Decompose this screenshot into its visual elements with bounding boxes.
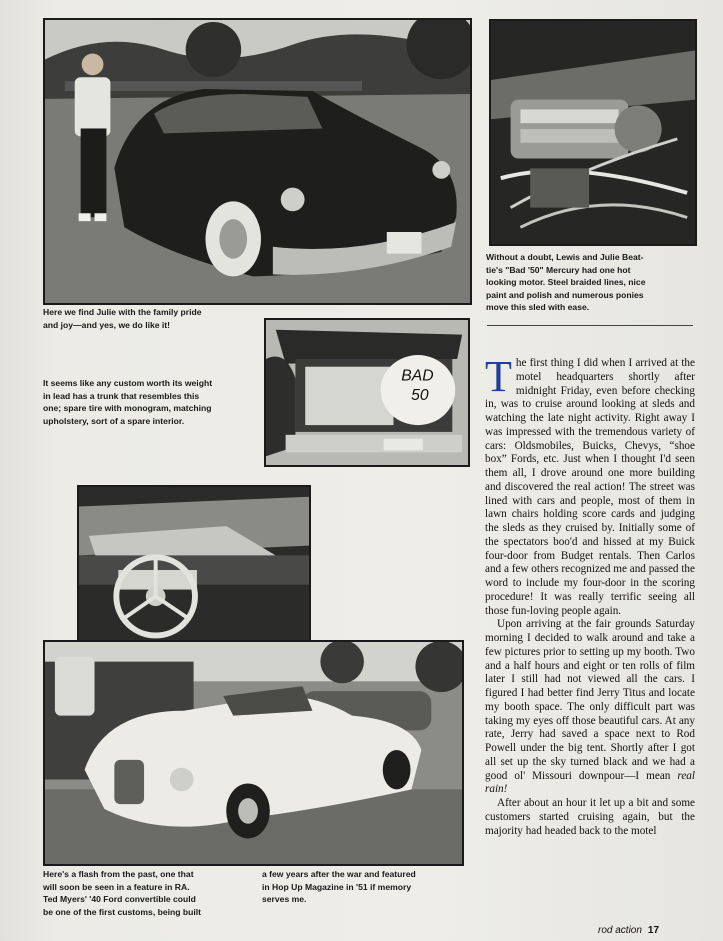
article-text: Upon arriving at the fair grounds Saturday morning I decided to walk around and take a few pictures prior to setting up my booth. Two and a half hours and eight or ten rolls of film later I still had not viewed all the cars. I figured I had better find Jerry Titus and locate my booth space. The only difficult part was taking my eyes off those beautiful cars. At any rate, Jerry had saved a space next to Rod Powell under the big tent. Shortly after I got all set up the sky turned black and we had a good ol' Missouri downpour—I mean: [485, 618, 695, 782]
caption-julie: [43, 306, 283, 331]
article-text: he first thing I did when I arrived at the motel headquarters shortly after midnight Friday, even before checking in, was to cruise around looking at sleds and watching the late night activity. Right away I was impressed with the tremendous variety of cars: Oldsmobiles, Buicks, Chevys, “shoe box” Fords, etc. Just when I thought I'd seen them all, I drove around one more building and discovered the real action! The street was lined with cars and people, most of them in lawn chairs holding score cards and judging the sleds as they cruised by. Initially some of the spectators boo'd and hissed at my Buick four-door from Budget rentals. Then Carlos and a few others recognized me and passed the word to include my four-door in the scoring procedure! It was really terrific seeing all those fun-loving people again.: [485, 357, 695, 617]
caption-trunk-line: upholstery, sort of a spare interior.: [43, 415, 185, 426]
trunk-lettering: BAD: [401, 367, 434, 385]
caption-ford-line: serves me.: [262, 894, 307, 905]
caption-engine: [486, 251, 696, 314]
page-folio: [598, 925, 659, 936]
caption-ford-left: [43, 868, 253, 918]
caption-trunk: [43, 377, 263, 427]
article-text: After about an hour it let up a bit and some customers started cruising again, but the majority had headed back to the motel: [485, 797, 695, 837]
caption-ford-line: Ted Myers' '40 Ford convertible could: [43, 894, 196, 905]
photo-ford-convertible: [43, 640, 464, 866]
caption-ford-line: a few years after the war and featured: [262, 869, 416, 879]
caption-engine-line: Without a doubt, Lewis and Julie Beat-: [486, 252, 644, 262]
caption-ford-line: in Hop Up Magazine in '51 if memory: [262, 881, 412, 892]
caption-julie-line: Here we find Julie with the family pride: [43, 307, 202, 317]
article-paragraph: [485, 352, 695, 618]
caption-trunk-line: in lead has a trunk that resembles this: [43, 390, 200, 401]
caption-ford-right: [262, 868, 467, 906]
caption-trunk-line: one; spare tire with monogram, matching: [43, 403, 212, 414]
photo-engine: [489, 19, 697, 246]
caption-ford-line: Here's a flash from the past, one that: [43, 869, 194, 879]
magazine-name: rod action: [598, 925, 642, 936]
photo-dashboard: [77, 485, 311, 657]
caption-julie-line: and joy—and yes, we do like it!: [43, 319, 171, 330]
article-body: [485, 352, 695, 838]
caption-engine-line: move this sled with ease.: [486, 302, 590, 313]
article-paragraph: [485, 618, 695, 797]
caption-ford-line: will soon be seen in a feature in RA.: [43, 881, 190, 892]
caption-ford-line: be one of the first customs, being built: [43, 906, 202, 917]
trunk-lettering: 50: [411, 386, 429, 404]
caption-engine-line: tie's "Bad '50" Mercury had one hot: [486, 264, 631, 275]
caption-engine-line: looking motor. Steel braided lines, nice: [486, 277, 646, 288]
page-number: 17: [647, 925, 660, 936]
drop-cap: T: [485, 352, 512, 401]
article-emphasis: real rain!: [485, 769, 695, 796]
divider-rule: [487, 325, 693, 326]
photo-trunk: [264, 318, 470, 467]
photo-julie-mercury: [43, 18, 472, 305]
caption-engine-line: paint and polish and numerous ponies: [486, 289, 644, 300]
caption-trunk-line: It seems like any custom worth its weight: [43, 378, 213, 388]
article-paragraph: [485, 797, 695, 838]
